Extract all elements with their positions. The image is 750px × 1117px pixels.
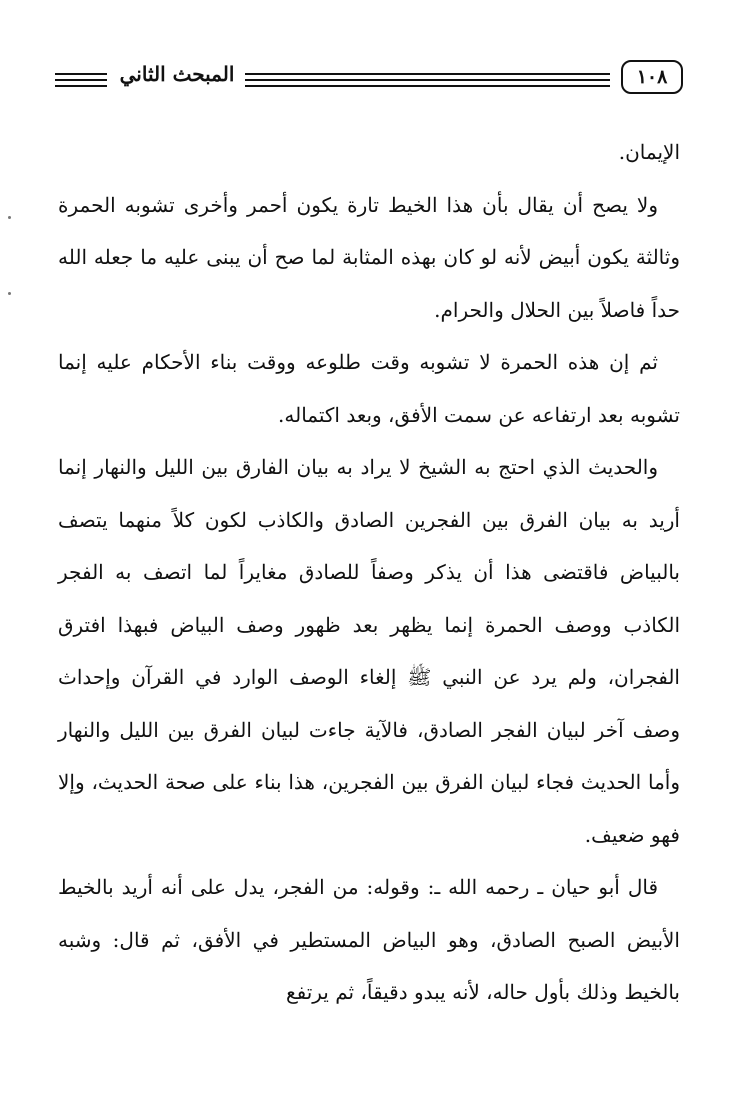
running-header bbox=[55, 60, 685, 100]
paragraph: والحديث الذي احتج به الشيخ لا يراد به بيان الفارق بين الليل والنهار إنما أريد به بيان الفرق بين الفجرين الصادق والكاذب لكون كلاً منهما يتصف بالبياض فاقتضى هذا أن يذكر وصفاً للصادق مغايراً لما اتصف به الفجر الكاذب ووصف الحمرة إنما يظهر بعد ظهور وصف البياض فبهذا افترق الفجران، ولم يرد عن النبي ﷺ إلغاء الوصف الوارد في القرآن وإحداث وصف آخر لبيان الفجر الصادق، فالآية جاءت لبيان الفرق بين الليل والنهار وأما الحديث فجاء لبيان الفرق بين الفجرين، هذا بناء على صحة الحديث، وإلا فهو ضعيف. bbox=[58, 455, 680, 847]
paragraph: الإيمان. bbox=[618, 140, 680, 164]
page-number: ١٠٨ bbox=[621, 60, 683, 94]
paragraph: ولا يصح أن يقال بأن هذا الخيط تارة يكون أحمر وأخرى تشوبه الحمرة وثالثة يكون أبيض لأنه لو كان بهذه المثابة لما صح أن يبنى عليه ما جعله الله حداً فاصلاً بين الحلال والحرام. bbox=[58, 192, 680, 322]
chapter-title: المبحث الثاني bbox=[119, 62, 235, 86]
page-body bbox=[58, 126, 680, 1019]
paragraph: ثم إن هذه الحمرة لا تشوبه وقت طلوعه ووقت بناء الأحكام عليه إنما تشوبه بعد ارتفاعه عن سمت الأفق، وبعد اكتماله. bbox=[58, 350, 680, 427]
paragraph: قال أبو حيان ـ رحمه الله ـ: وقوله: من الفجر، يدل على أنه أريد بالخيط الأبيض الصبح الصادق، وهو البياض المستطير في الأفق، ثم قال: وشبه بالخيط وذلك بأول حاله، لأنه يبدو دقيقاً، ثم يرتفع bbox=[58, 875, 680, 1004]
margin-mark bbox=[8, 216, 11, 219]
margin-mark bbox=[8, 292, 11, 295]
